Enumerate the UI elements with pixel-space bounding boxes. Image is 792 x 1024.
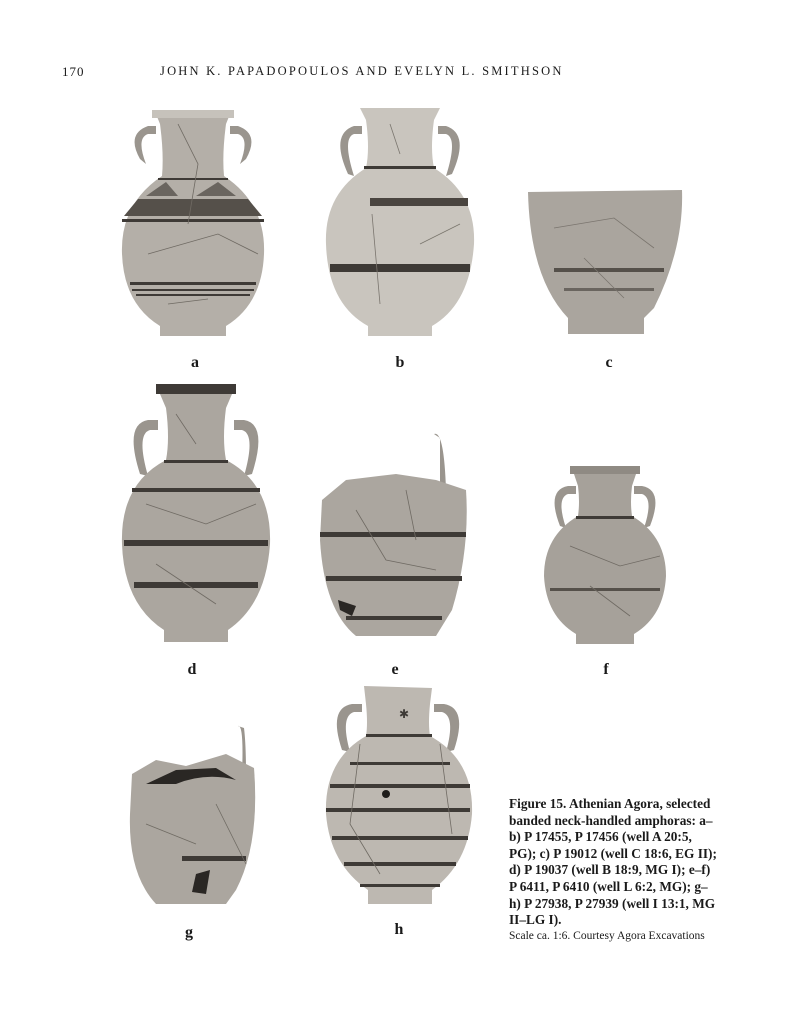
figure-h-amphora bbox=[320, 684, 476, 910]
figure-g-fragment bbox=[126, 724, 262, 914]
figure-label-d: d bbox=[187, 661, 197, 678]
figure-f-amphora bbox=[540, 466, 670, 646]
figure-d-amphora bbox=[116, 384, 276, 646]
figure-a-amphora bbox=[118, 104, 268, 344]
caption-title: Figure 15. Athenian Agora, selected banded neck-handled amphoras: bbox=[509, 796, 711, 828]
figure-label-h: h bbox=[394, 921, 404, 938]
figure-label-a: a bbox=[191, 354, 199, 371]
svg-text:✱: ✱ bbox=[398, 707, 410, 721]
page-number: 170 bbox=[62, 64, 85, 79]
figure-caption bbox=[509, 796, 719, 943]
figure-e-fragment bbox=[316, 430, 472, 646]
figure-label-c: c bbox=[605, 354, 613, 371]
figure-label-b: b bbox=[395, 354, 405, 371]
figure-c-fragment bbox=[524, 188, 686, 338]
figure-label-g: g bbox=[185, 924, 193, 941]
figure-label-e: e bbox=[391, 661, 399, 678]
caption-body: a–b) P 17455, P 17456 (well A 20:5, PG); c) P 19012 (well C 18:6, EG II); d) P 19037 (well B 18:9, MG I); e–f) P 6411, P 6410 (well L 6:2, MG); g–h) P 27938, P 27939 (well I 13:1, MG II–LG I). bbox=[509, 812, 717, 928]
figure-label-f: f bbox=[603, 661, 609, 678]
running-head: JOHN K. PAPADOPOULOS AND EVELYN L. SMITHSON bbox=[160, 64, 564, 78]
running-header bbox=[0, 64, 792, 84]
figure-b-amphora bbox=[320, 104, 480, 344]
caption-credit: Scale ca. 1:6. Courtesy Agora Excavations bbox=[509, 929, 705, 942]
